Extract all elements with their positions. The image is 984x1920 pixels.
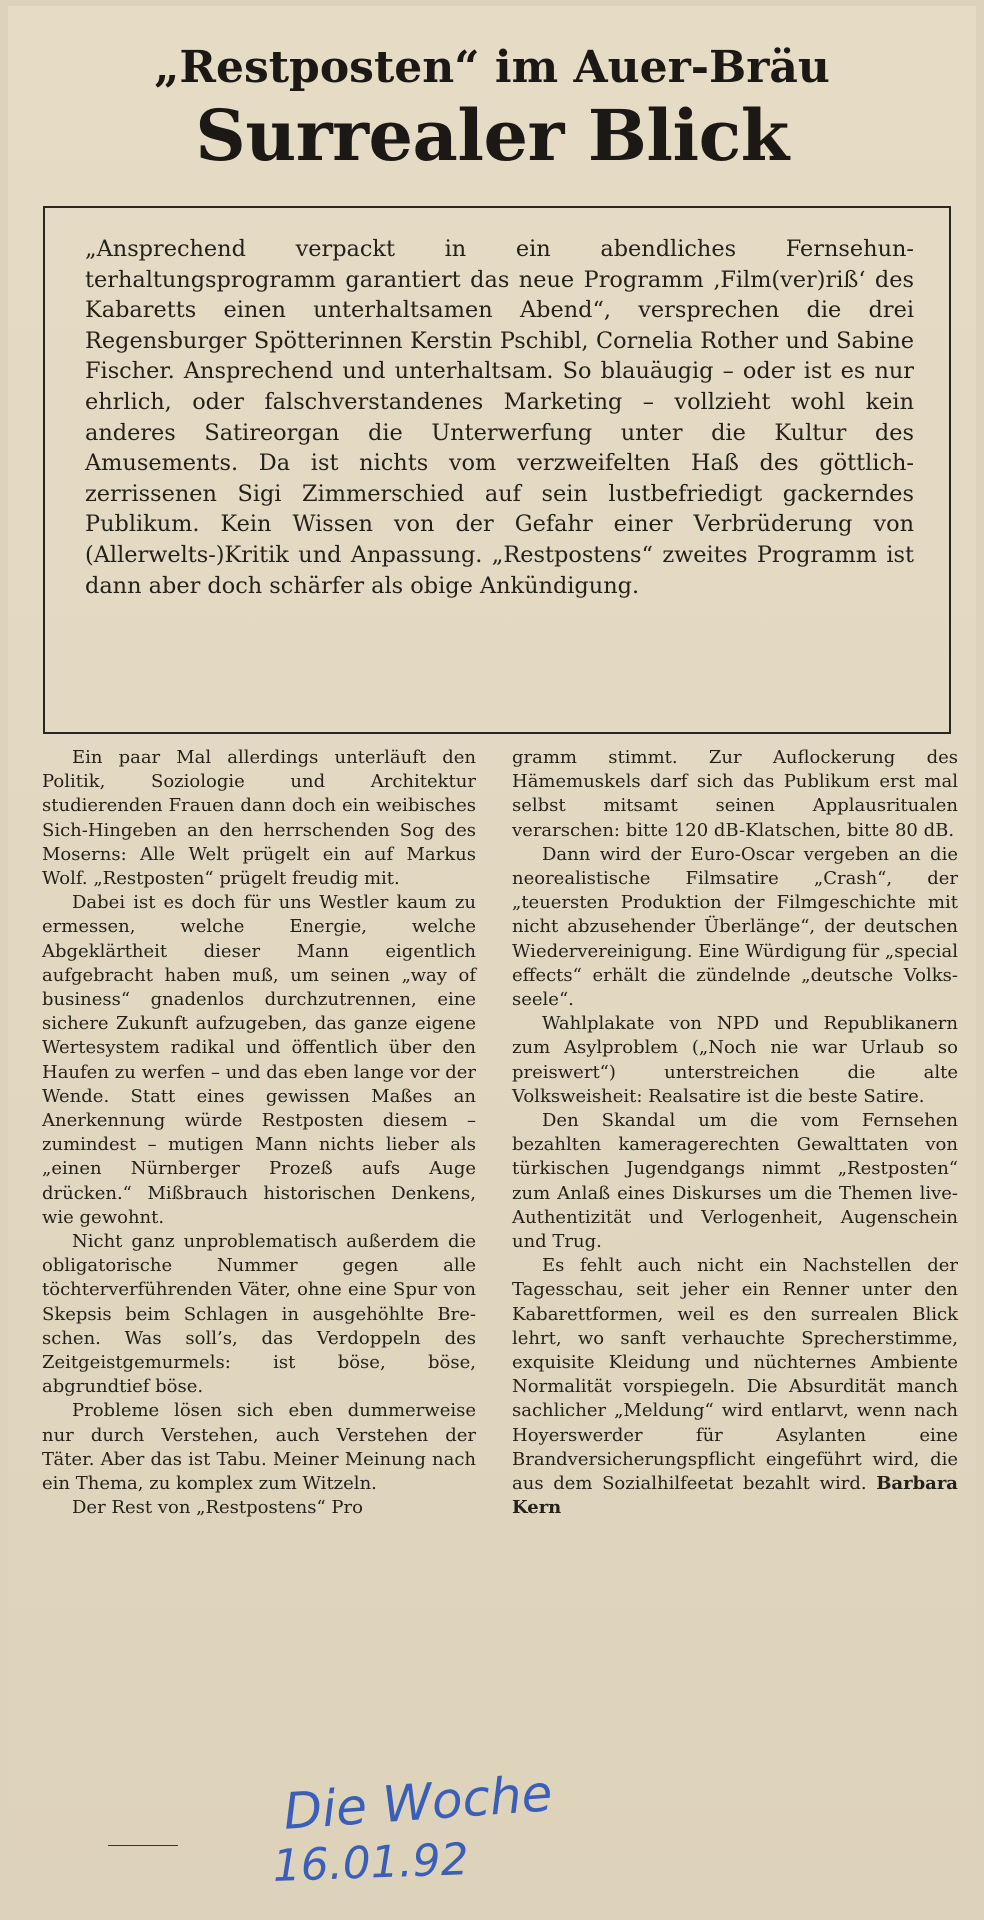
author-byline: Barbara Kern	[512, 1473, 958, 1519]
body-paragraph: Nicht ganz unproblematisch außerdem die obligatorische Nummer gegen alle töchterverführenden Väter, ohne eine Spur von Skepsis beim Schlagen in ausgehöhlte Breschen. Was soll’s, das Verdoppeln des Zeitgeistgemurmels: ist böse, böse, abgrundtief böse.	[42, 1231, 476, 1398]
handwritten-date: 16.01.92	[271, 1834, 470, 1892]
body-paragraph: Ein paar Mal allerdings unterläuft den Politik, Soziologie und Architektur studierenden Frauen dann doch ein weibisches Sich-Hingeben an den herrschenden Sog des Moserns: Alle Welt prügelt ein auf Markus Wolf. „Restposten“ prügelt freudig mit.	[42, 747, 476, 890]
body-paragraph: Dabei ist es doch für uns Westler kaum zu ermessen, welche Energie, welche Abgeklärtheit dieser Mann eigentlich aufgebracht haben muß, um seinen „way of business“ gnadenlos durchzutrennen, eine sichere Zukunft aufzugeben, das ganze eigene Wertesystem radikal und öffentlich über den Haufen zu werfen – und das eben lange vor der Wende. Statt eines gewissen Maßes an Anerkennung würde Restposten diesem – zumindest – mutigen Mann nichts lieber als „einen Nürnberger Prozeß aufs Auge drücken.“ Mißbrauch historischen Denkens, wie gewohnt.	[42, 892, 476, 1228]
newspaper-clipping	[8, 6, 976, 1914]
lead-box	[43, 206, 951, 734]
body-paragraph-final	[512, 1254, 958, 1520]
article-subtitle: „Restposten“ im Auer-Bräu	[154, 42, 830, 93]
final-paragraph-text: Es fehlt auch nicht ein Nachstellen der Tagesschau, seit jeher ein Renner unter den Kabarettformen, weil es den surrealen Blick lehrt, wo sanft verhauchte Sprecherstimme, exquisite Kleidung und nüchternes Ambiente Normalität vorspiegeln. Die Absurdität manch sachlicher „Meldung“ wird entlarvt, wenn nach Hoyerswerder für Asylanten eine Brandversicherungspflicht eingeführt wird, die aus dem Sozialhilfeetat bezahlt wird.	[512, 1255, 958, 1495]
body-paragraph: gramm stimmt. Zur Auflockerung des Hämemuskels darf sich das Publikum erst mal selbst mitsamt seinen Applausritualen verarschen: bitte 120 dB-Klatschen, bitte 80 dB.	[512, 747, 958, 841]
body-paragraph: Den Skandal um die vom Fernsehen bezahlten kameragerechten Gewalttaten von türkischen Jugendgangs nimmt „Restposten“ zum Anlaß eines Diskurses um die Themen live-Authentizität und Verlogenheit, Augenschein und Trug.	[512, 1110, 958, 1253]
divider-line	[108, 1845, 178, 1846]
body-paragraph: Probleme lösen sich eben dummerweise nur durch Verstehen, auch Verstehen der Täter. Aber das ist Tabu. Meiner Meinung nach ein Thema, zu komplex zum Witzeln.	[42, 1400, 476, 1495]
body-paragraph: Wahlplakate von NPD und Republikanern zum Asylproblem („Noch nie war Urlaub so preiswert“) unterstreichen die alte Volksweisheit: Realsatire ist die beste Satire.	[512, 1013, 958, 1107]
body-paragraph: Dann wird der Euro-Oscar vergeben an die neorealistische Filmsatire „Crash“, der „teuersten Produktion der Filmgeschichte mit nicht abzusehender Überlänge“, der deutschen Wiedervereinigung. Eine Würdigung für „special effects“ erhält die zündelnde „deutsche Volksseele“.	[512, 843, 958, 1011]
left-column	[42, 746, 476, 1521]
handwritten-source: Die Woche	[281, 1764, 555, 1841]
right-column	[512, 746, 958, 1521]
article-title: Surrealer Blick	[195, 94, 789, 177]
lead-paragraph: „Ansprechend verpackt in ein abendliches Fernsehunterhaltungsprogramm garantiert das neue Programm ‚Film(ver)riß‘ des Kabaretts einen unterhaltsamen Abend“, versprechen die drei Regensburger Spötterinnen Kerstin Pschibl, Cornelia Rother und Sabine Fischer. Ansprechend und unterhaltsam. So blauäugig – oder ist es nur ehrlich, oder falschverstandenes Marketing – vollzieht wohl kein anderes Satireorgan die Unterwerfung unter die Kultur des Amusements. Da ist nichts vom verzweifelten Haß des göttlich-zerrissenen Sigi Zimmerschied auf sein lustbefriedigt gackerndes Publikum. Kein Wissen von der Gefahr einer Verbrüderung von (Allerwelts-)Kritik und Anpassung. „Restpostens“ zweites Programm ist dann aber doch schärfer als obige Ankündigung.	[85, 236, 914, 599]
handwritten-annotation	[271, 1764, 612, 1907]
body-paragraph: Der Rest von „Restpostens“ Pro	[72, 1497, 363, 1519]
